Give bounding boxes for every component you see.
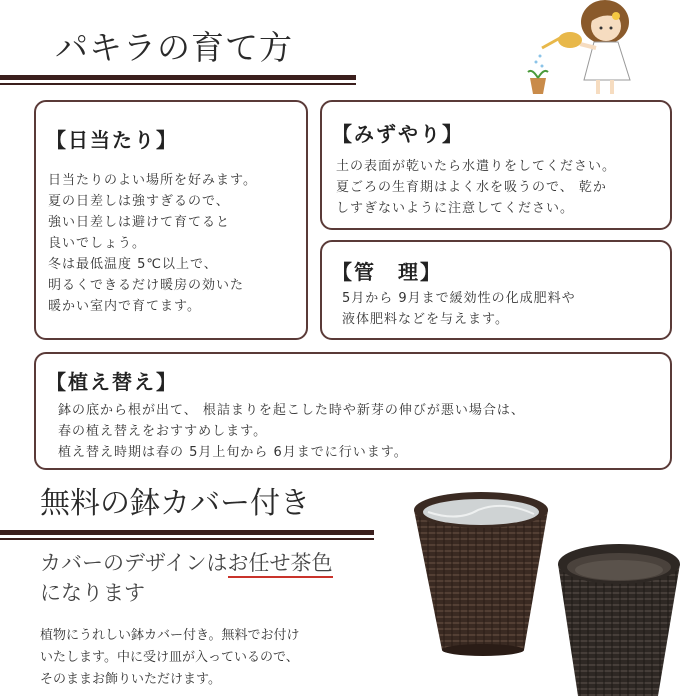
cover-underline-thick	[0, 530, 374, 535]
cover-design-note	[40, 548, 333, 608]
care-heading: 【管 理】	[332, 260, 442, 284]
right-basket	[558, 544, 680, 696]
watering-box	[320, 100, 672, 230]
care-line: 液体肥料などを与えます。	[342, 312, 509, 327]
pot-cover-photo	[408, 482, 700, 700]
cover-description	[40, 625, 299, 691]
sunlight-text	[48, 170, 257, 317]
left-basket	[414, 492, 548, 656]
title-underline-thin	[0, 83, 356, 85]
sunlight-heading: 【日当たり】	[46, 128, 178, 152]
watering-line: しすぎないように注意してください。	[336, 201, 575, 216]
sunlight-line: 冬は最低温度 5℃以上で、	[48, 257, 218, 272]
sunlight-line: 強い日差しは避けて育てると	[48, 215, 231, 230]
watering-girl-illustration	[520, 0, 640, 100]
care-text	[342, 288, 576, 330]
design-suffix: になります	[40, 581, 145, 605]
sunlight-line: 暖かい室内で育てます。	[48, 299, 201, 314]
sunlight-line: 夏の日差しは強すぎるので、	[48, 194, 230, 209]
design-prefix: カバーのデザインは	[40, 551, 228, 575]
watering-heading: 【みずやり】	[332, 122, 464, 146]
title-underline-thick	[0, 75, 356, 80]
repotting-text	[58, 400, 525, 463]
cover-desc-line: 植物にうれしい鉢カバー付き。無料でお付け	[40, 628, 300, 643]
sunlight-line: 良いでしょう。	[48, 236, 147, 251]
repotting-heading: 【植え替え】	[46, 370, 178, 394]
watering-line: 夏ごろの生育期はよく水を吸うので、 乾か	[336, 180, 607, 195]
design-emphasis: お任せ茶色	[228, 551, 333, 578]
care-box	[320, 240, 672, 340]
cover-desc-line: いたします。中に受け皿が入っているので、	[40, 650, 299, 665]
care-line: 5月から 9月まで緩効性の化成肥料や	[342, 291, 576, 306]
sunlight-box	[34, 100, 308, 340]
repotting-line: 植え替え時期は春の 5月上旬から 6月までに行います。	[58, 445, 408, 460]
repotting-box	[34, 352, 672, 470]
sunlight-line: 明るくできるだけ暖房の効いた	[48, 278, 245, 293]
page-title: パキラの育て方	[55, 28, 293, 67]
cover-desc-line: そのままお飾りいただけます。	[40, 672, 221, 687]
cover-title: 無料の鉢カバー付き	[40, 486, 310, 521]
repotting-line: 春の植え替えをおすすめします。	[58, 424, 268, 439]
watering-text	[336, 156, 616, 219]
repotting-line: 鉢の底から根が出て、 根詰まりを起こした時や新芽の伸びが悪い場合は、	[58, 403, 525, 418]
sunlight-line: 日当たりのよい場所を好みます。	[48, 173, 257, 188]
watering-line: 土の表面が乾いたら水遣りをしてください。	[336, 159, 617, 174]
cover-underline-thin	[0, 538, 374, 540]
